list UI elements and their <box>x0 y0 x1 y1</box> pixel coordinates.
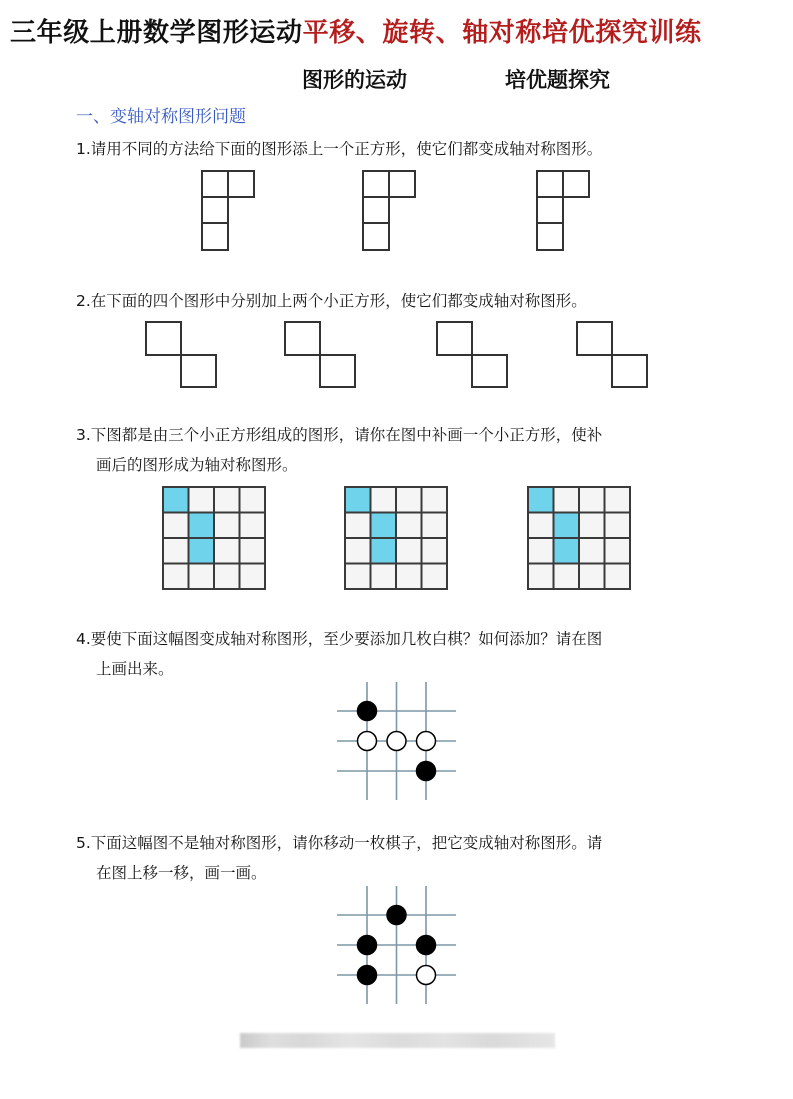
question-text-line2: 上画出来。 <box>96 660 174 678</box>
section-heading: 一、变轴对称图形问题 <box>76 107 246 127</box>
title-training-topic: 平移、旋转、轴对称培优探究训练 <box>302 18 702 48</box>
question-text: 在下面的四个图形中分别加上两个小正方形，使它们都变成轴对称图形。 <box>90 292 587 310</box>
question-number: 4. <box>76 630 91 648</box>
black-stone <box>358 936 377 955</box>
question-text-line2: 画后的图形成为轴对称图形。 <box>96 456 298 474</box>
question-number: 2. <box>76 292 91 310</box>
question-text-line2: 在图上移一移，画一画。 <box>96 864 267 882</box>
question-number: 1. <box>76 140 91 158</box>
black-stone <box>387 906 406 925</box>
question-text: 请用不同的方法给下面的图形添上一个正方形，使它们都变成轴对称图形。 <box>90 140 603 158</box>
blurred-watermark <box>240 1033 555 1048</box>
subtitle-advanced: 培优题探究 <box>505 68 610 92</box>
question-number: 3. <box>76 426 91 444</box>
question-number: 5. <box>76 834 91 852</box>
black-stone <box>417 936 436 955</box>
white-stone <box>417 966 436 985</box>
question-text-line1: 下图都是由三个小正方形组成的图形，请你在图中补画一个小正方形，使补 <box>90 426 603 444</box>
question-text-line1: 要使下面这幅图变成轴对称图形，至少要添加几枚白棋？如何添加？请在图 <box>90 630 603 648</box>
black-stone <box>358 966 377 985</box>
subtitle-motion: 图形的运动 <box>302 68 407 92</box>
title-grade-topic: 三年级上册数学图形运动 <box>10 18 303 48</box>
question-text-line1: 下面这幅图不是轴对称图形，请你移动一枚棋子，把它变成轴对称图形。请 <box>90 834 603 852</box>
